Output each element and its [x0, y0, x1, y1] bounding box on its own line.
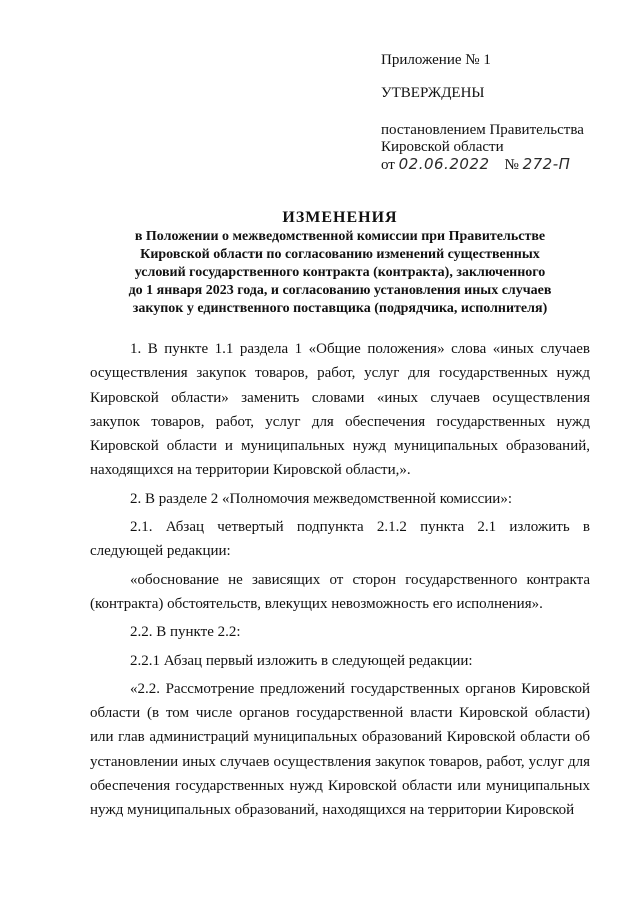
decree-line-1: постановлением Правительства — [381, 122, 584, 138]
paragraph: «обоснование не зависящих от сторон государственного контракта (контракта) обстоятельств, влекущих невозможность его исполнения». — [90, 571, 590, 612]
paragraph: 2.1. Абзац четвертый подпункта 2.1.2 пункта 2.1 изложить в следующей редакции: — [90, 519, 590, 560]
title-line: в Положении о межведомственной комиссии при Правительстве — [134, 229, 546, 244]
decree-line-2: Кировской области — [381, 139, 504, 155]
number-prefix: № — [504, 157, 519, 173]
appendix-label: Приложение № 1 — [381, 52, 491, 68]
paragraph: 1. В пункте 1.1 раздела 1 «Общие положения» слова «иных случаев осуществления закупок товаров, работ, услуг для государственных нужд Кировской области» заменить словами «иных случаев осуществления закупок товаров, работ, услуг для обеспечения государственных нужд Кировской области и муниципальных нужд муниципальных образований, находящихся на территории Кировской области,». — [90, 341, 590, 479]
title-line: закупок у единственного поставщика (подрядчика, исполнителя) — [132, 301, 548, 316]
paragraph: 2.2. В пункте 2.2: — [130, 624, 241, 641]
decree-date: 02.06.2022 — [398, 155, 490, 173]
from-prefix: от — [381, 157, 395, 173]
title-heading: ИЗМЕНЕНИЯ — [282, 209, 398, 226]
decree-number: 272-П — [522, 155, 571, 173]
title-line: Кировской области по согласованию изменений существенных — [140, 247, 540, 262]
paragraph: 2. В разделе 2 «Полномочия межведомственной комиссии»: — [130, 490, 512, 507]
paragraph: 2.2.1 Абзац первый изложить в следующей редакции: — [130, 652, 473, 669]
title-line: до 1 января 2023 года, и согласованию установления иных случаев — [128, 283, 552, 298]
approval-block — [381, 52, 631, 174]
paragraph: «2.2. Рассмотрение предложений государственных органов Кировской области (в том числе органов государственной власти Кировской области) или глав администраций муниципальных образований Кировской области об установлении иных случаев осуществления закупок товаров, работ, услуг для обеспечения государственных нужд Кировской области или муниципальных нужд муниципальных образований, находящихся на территории Кировской — [90, 680, 590, 819]
decree-date-number — [381, 156, 631, 174]
title-line: условий государственного контракта (контракта), заключенного — [134, 265, 546, 280]
approved-label: УТВЕРЖДЕНЫ — [381, 85, 485, 101]
document-body — [90, 337, 590, 823]
document-title — [90, 208, 590, 318]
